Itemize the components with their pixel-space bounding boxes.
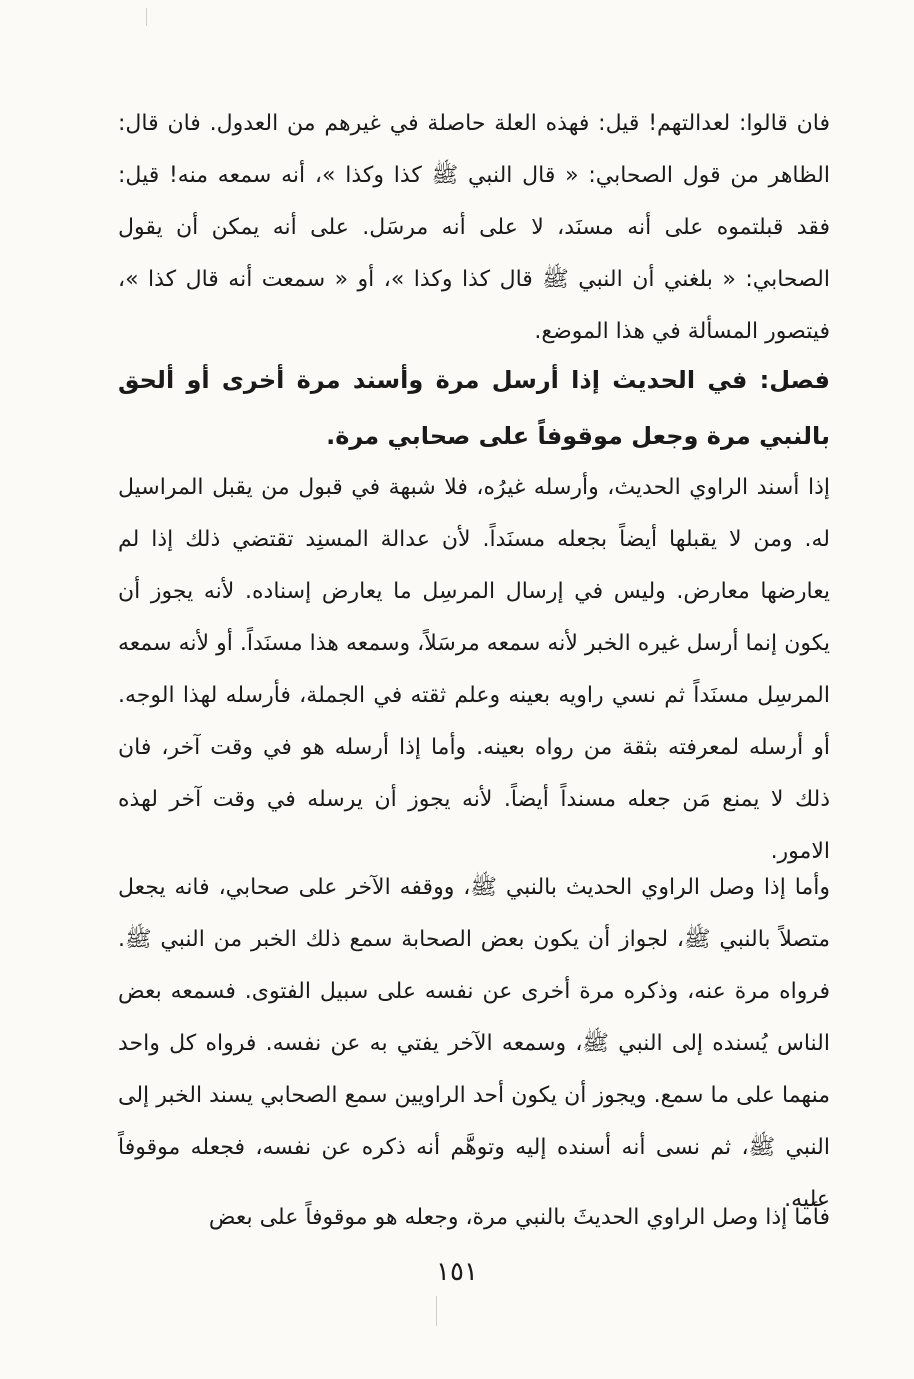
body-paragraph-second: وأما إذا وصل الراوي الحديث بالنبي ﷺ، ووقفه الآخر على صحابي، فانه يجعل متصلاً بالنبي ﷺ، لجواز أن يكون بعض الصحابة سمع ذلك الخبر من النبي ﷺ. فرواه مرة عنه، وذكره مرة أخرى عن نفسه على سبيل الفتوى. فسمعه بعض الناس يُسنده إلى النبي ﷺ، وسمعه الآخر يفتي به عن نفسه. فرواه كل واحد منهما على ما سمع. ويجوز أن يكون أحد الراويين سمع الصحابي يسند الخبر إلى النبي ﷺ، ثم نسى أنه أسنده إليه وتوهَّم أنه ذكره عن نفسه، فجعله موقوفاً عليه.	[118, 875, 830, 1212]
section-heading: فصل: في الحديث إذا أرسل مرة وأسند مرة أخرى أو ألحق بالنبي مرة وجعل موقوفاً على صحابي مرة.	[118, 366, 830, 450]
body-paragraph-third: فأما إذا وصل الراوي الحديثَ بالنبي مرة، وجعله هو موقوفاً على بعض	[208, 1205, 830, 1230]
scan-mark	[436, 1296, 437, 1326]
page-number: ١٥١	[436, 1257, 478, 1287]
intro-paragraph: فان قالوا: لعدالتهم! قيل: فهذه العلة حاصلة في غيرهم من العدول. فان قال: الظاهر من قول الصحابي: « قال النبي ﷺ كذا وكذا »، أنه سمعه منه! قيل: فقد قبلتموه على أنه مسنَد، لا على أنه مرسَل. على أنه يمكن أن يقول الصحابي: « بلغني أن النبي ﷺ قال كذا وكذا »، أو « سمعت أنه قال كذا »، فيتصور المسألة في هذا الموضع.	[118, 111, 830, 344]
body-paragraph-first: إذا أسند الراوي الحديث، وأرسله غيرُه، فلا شبهة في قبول من يقبل المراسيل له. ومن لا يقبلها أيضاً بجعله مسنَداً. لأن عدالة المسنِد تقتضي ذلك إذا لم يعارضها معارض. وليس في إرسال المرسِل ما يعارض إسناده. لأنه يجوز أن يكون إنما أرسل غيره الخبر لأنه سمعه مرسَلاً، وسمعه هذا مسنَداً. أو لأنه سمعه المرسِل مسنَداً ثم نسي راويه بعينه وعلم ثقته في الجملة، فأرسله لهذا الوجه. أو أرسله لمعرفته بثقة من رواه بعينه. وأما إذا أرسله هو في وقت آخر، فان ذلك لا يمنع مَن جعله مسنداً أيضاً. لأنه يجوز أن يرسله في وقت آخر لهذه الامور.	[118, 475, 830, 864]
scan-mark	[146, 8, 147, 26]
